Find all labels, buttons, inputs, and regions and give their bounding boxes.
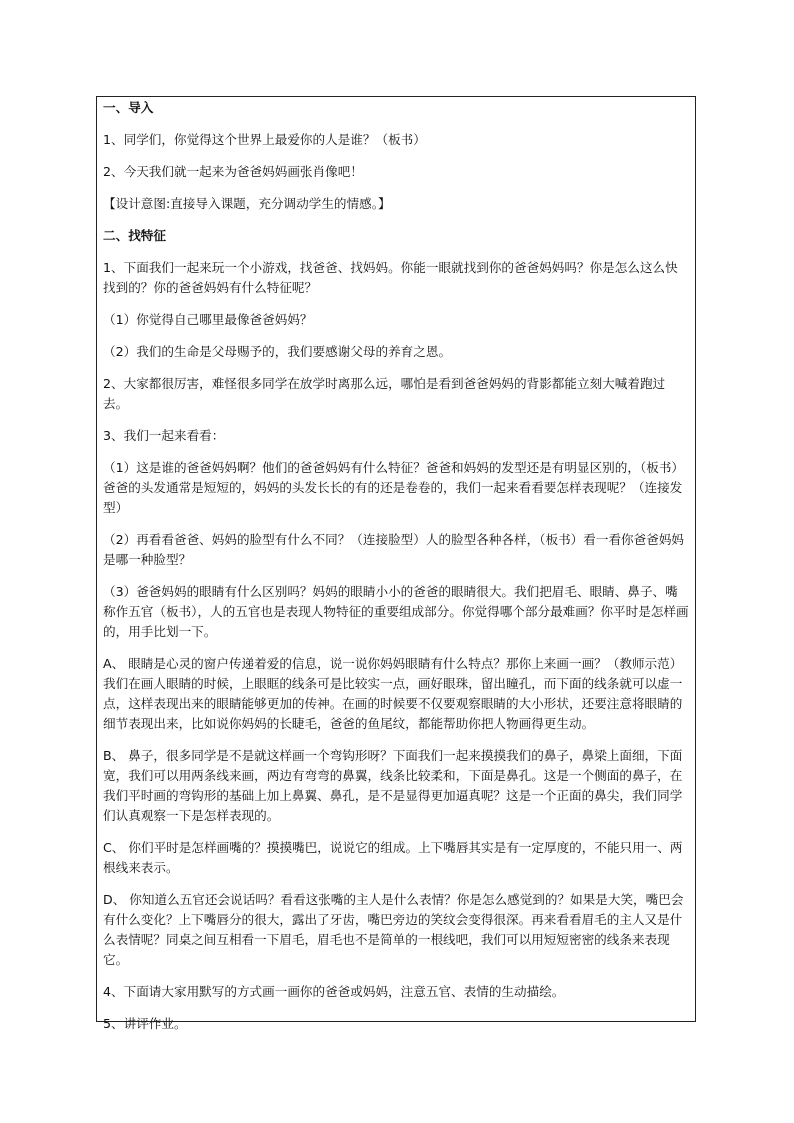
lesson-plan-table-cell <box>96 96 696 1031</box>
paragraph: （2）我们的生命是父母赐予的，我们要感谢父母的养育之恩。 <box>103 344 452 359</box>
design-intent-note: 【设计意图:直接导入课题，充分调动学生的情感。】 <box>103 196 391 211</box>
section-heading-features: 二、找特征 <box>103 228 166 243</box>
paragraph: （3）爸爸妈妈的眼睛有什么区别吗？妈妈的眼睛小小的爸爸的眼睛很大。我们把眉毛、眼睛、鼻子、嘴称作五官（板书），人的五官也是表现人物特征的重要组成部分。你觉得哪个部分最难画？你平时是怎样画的，用手比划一下。 <box>103 584 689 639</box>
paragraph-eyes: A、 眼睛是心灵的窗户传递着爱的信息，说一说你妈妈眼睛有什么特点？那你上来画一画？（教师示范）我们在画人眼睛的时候，上眼眶的线条可是比较实一点，画好眼珠，留出瞳孔，而下面的线条就可以虚一点，这样表现出来的眼睛能够更加的传神。在画的时候要不仅要观察眼睛的大小形状，还要注意将眼睛的细节表现出来，比如说你妈妈的长睫毛，爸爸的鱼尾纹，都能帮助你把人物画得更生动。 <box>103 656 683 731</box>
paragraph: 1、同学们，你觉得这个世界上最爱你的人是谁？（板书） <box>103 132 426 147</box>
paragraph-nose: B、 鼻子，很多同学是不是就这样画一个弯钩形呀？下面我们一起来摸摸我们的鼻子，鼻梁上面细，下面宽，我们可以用两条线来画，两边有弯弯的鼻翼，线条比较柔和，下面是鼻孔。这是一个侧面的鼻子，在我们平时画的弯钩形的基础上加上鼻翼、鼻孔，是不是显得更加逼真呢？这是一个正面的鼻尖，我们同学们认真观察一下是怎样表现的。 <box>103 748 683 823</box>
paragraph: （1）这是谁的爸爸妈妈啊？他们的爸爸妈妈有什么特征？爸爸和妈妈的发型还是有明显区别的，（板书）爸爸的头发通常是短短的，妈妈的头发长长的有的还是卷卷的，我们一起来看看要怎样表现呢？（连接发型） <box>103 460 685 515</box>
paragraph-expression: D、 你知道么五官还会说话吗？看看这张嘴的主人是什么表情？你是怎么感觉到的？如果是大笑，嘴巴会有什么变化？上下嘴唇分的很大，露出了牙齿，嘴巴旁边的笑纹会变得很深。再来看看眉毛的主人又是什么表情呢？同桌之间互相看一下眉毛，眉毛也不是简单的一根线吧，我们可以用短短密密的线条来表现它。 <box>103 892 684 967</box>
paragraph: 2、大家都很厉害，难怪很多同学在放学时离那么远，哪怕是看到爸爸妈妈的背影都能立刻大喊着跑过去。 <box>103 376 666 411</box>
paragraph: 5、讲评作业。 <box>103 1016 187 1031</box>
paragraph-mouth: C、 你们平时是怎样画嘴的？摸摸嘴巴，说说它的组成。上下嘴唇其实是有一定厚度的，不能只用一、两根线来表示。 <box>103 840 683 875</box>
paragraph: 2、今天我们就一起来为爸爸妈妈画张肖像吧！ <box>103 164 363 179</box>
paragraph: 1、下面我们一起来玩一个小游戏，找爸爸、找妈妈。你能一眼就找到你的爸爸妈妈吗？你是怎么这么快找到的？你的爸爸妈妈有什么特征呢？ <box>103 260 678 295</box>
paragraph: （1）你觉得自己哪里最像爸爸妈妈？ <box>103 312 313 327</box>
paragraph: 4、下面请大家用默写的方式画一画你的爸爸或妈妈，注意五官、表情的生动描绘。 <box>103 984 565 999</box>
section-heading-intro: 一、导入 <box>103 100 154 115</box>
lesson-plan-content <box>103 97 689 1034</box>
paragraph: （2）再看看爸爸、妈妈的脸型有什么不同？（连接脸型）人的脸型各种各样，（板书）看一看你爸爸妈妈是哪一种脸型？ <box>103 532 685 567</box>
paragraph: 3、我们一起来看看： <box>103 428 225 443</box>
